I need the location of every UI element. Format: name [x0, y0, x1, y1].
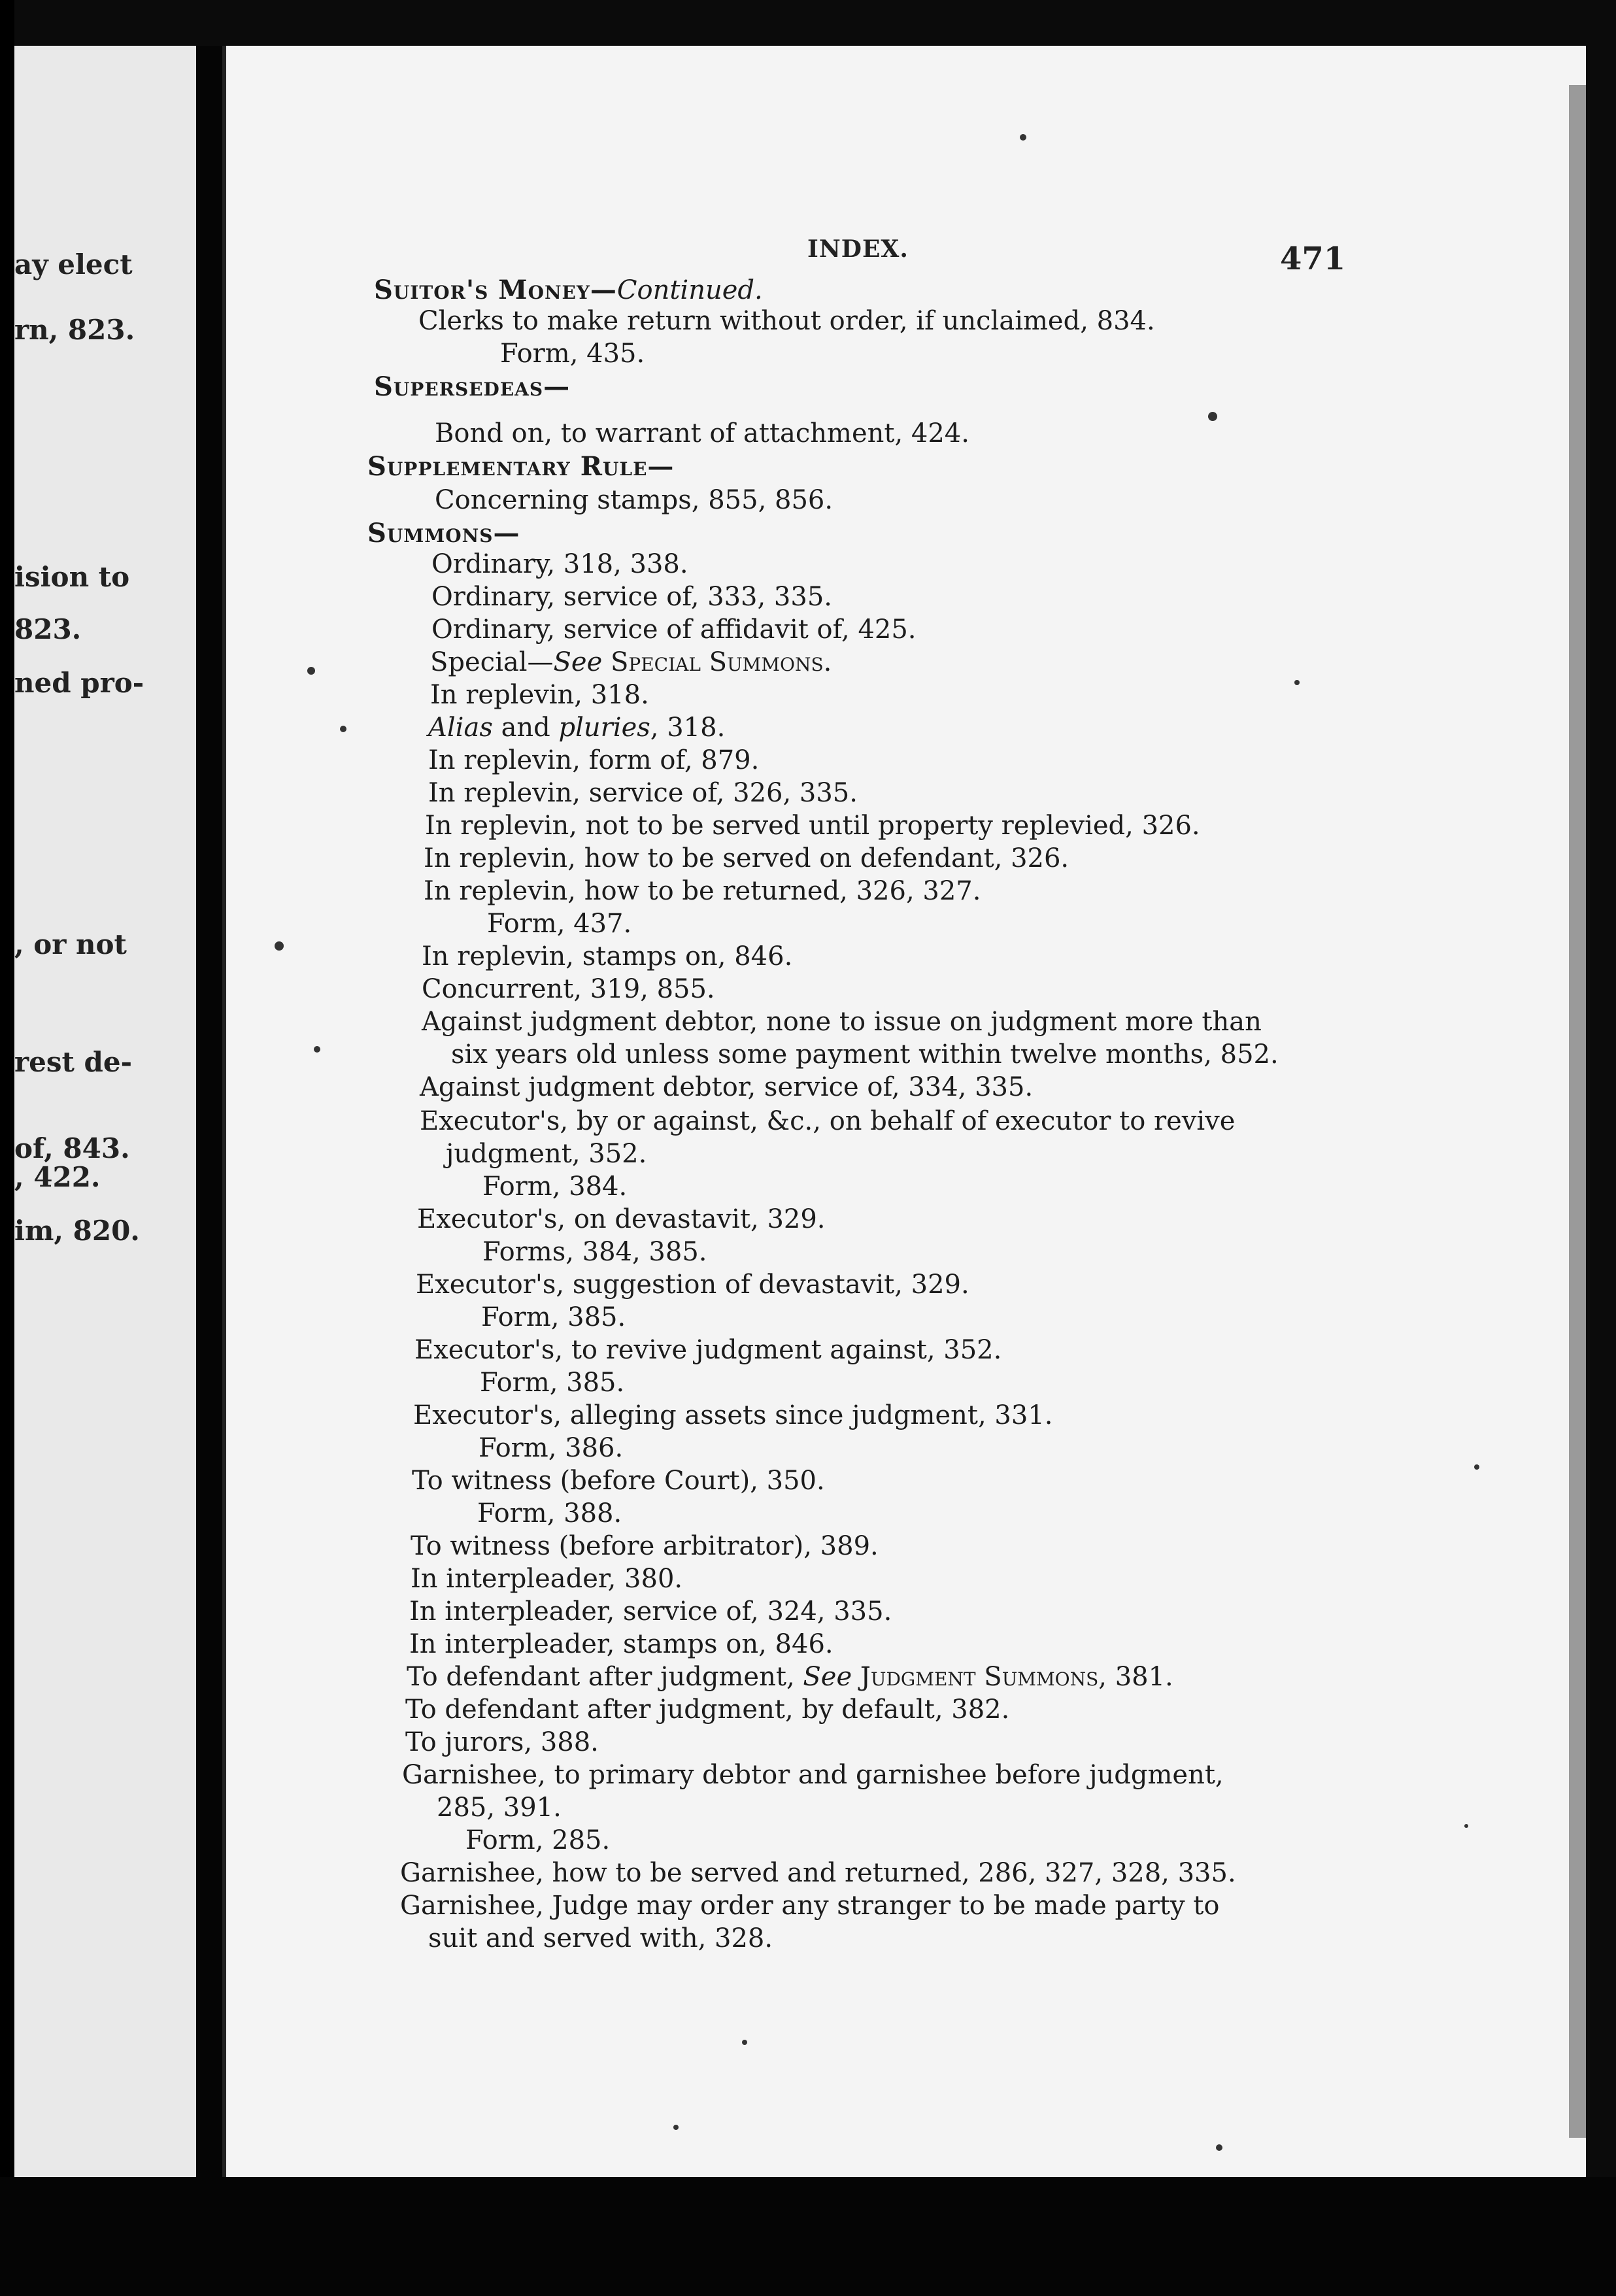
- index-text: Against judgment debtor, service of, 334, 335.: [420, 1072, 1034, 1102]
- index-line-clerks: [418, 306, 1155, 336]
- scan-speckle: [314, 1046, 320, 1053]
- index-line-replevin-form: [428, 745, 759, 775]
- index-line-form-435: [500, 339, 645, 369]
- left-page-fragment-line: rn, 823.: [14, 314, 135, 346]
- index-line-alias: [428, 713, 725, 743]
- index-text: Supersedeas—: [374, 371, 571, 402]
- index-line-stamps-855: [435, 485, 833, 515]
- index-line-executors-4: [414, 1335, 1002, 1365]
- index-text: Form, 435.: [500, 339, 645, 369]
- index-line-replevin-how-returned: [424, 876, 981, 906]
- index-line-suitors-money-head: [374, 275, 763, 305]
- index-text: Form, 384.: [482, 1172, 628, 1202]
- index-text: judgment, 352.: [446, 1139, 647, 1169]
- index-line-replevin-stamps: [422, 941, 792, 971]
- index-line-bond: [435, 418, 969, 448]
- index-text: Alias: [428, 713, 493, 743]
- index-line-form-437: [487, 909, 631, 939]
- index-text: Special Summons.: [602, 647, 832, 677]
- scan-speckle: [673, 2125, 679, 2130]
- left-page-fragment: [14, 46, 196, 2223]
- scan-speckle: [1464, 1824, 1468, 1828]
- index-text: Continued.: [616, 275, 763, 305]
- index-text: Form, 388.: [477, 1498, 622, 1528]
- index-text: Form, 385.: [481, 1302, 626, 1332]
- index-line-executors-2: [417, 1204, 826, 1234]
- index-line-ordinary-1: [431, 549, 688, 579]
- index-text: Concerning stamps, 855, 856.: [435, 485, 833, 515]
- page-right-edge: [1569, 85, 1586, 2138]
- index-line-against-1a: [422, 1007, 1262, 1037]
- left-page-fragment-line: im, 820.: [14, 1215, 140, 1247]
- index-text: and: [492, 713, 559, 743]
- index-line-replevin-1: [430, 680, 649, 710]
- index-line-witness-arb: [411, 1531, 879, 1561]
- scan-bottom-band: [0, 2177, 1616, 2296]
- index-text: six years old unless some payment within twelve months, 852.: [451, 1039, 1279, 1070]
- index-text: Executor's, on devastavit, 329.: [417, 1204, 826, 1234]
- scan-speckle: [1208, 412, 1217, 421]
- index-text: Ordinary, service of affidavit of, 425.: [431, 615, 917, 645]
- index-text: Bond on, to warrant of attachment, 424.: [435, 418, 969, 448]
- index-text: Garnishee, to primary debtor and garnishee before judgment,: [402, 1760, 1224, 1790]
- scan-speckle: [742, 2040, 747, 2045]
- index-line-supersedeas-head: [374, 371, 570, 402]
- index-text: To defendant after judgment,: [407, 1662, 803, 1692]
- index-line-defendant-2: [405, 1695, 1009, 1725]
- index-line-form-386: [479, 1433, 623, 1463]
- index-line-witness-court: [412, 1466, 825, 1496]
- left-page-fragment-line: ision to: [14, 561, 130, 593]
- scan-left-edge: [0, 0, 14, 2296]
- index-text: Garnishee, Judge may order any stranger to be made party to: [400, 1891, 1220, 1921]
- left-page-fragment-line: of, 843.: [14, 1132, 130, 1164]
- index-line-garnishee-1b: [437, 1793, 562, 1823]
- scan-speckle: [1474, 1464, 1479, 1470]
- index-text: Special—: [430, 647, 554, 677]
- index-text: In interpleader, stamps on, 846.: [409, 1629, 833, 1659]
- index-line-replevin-not: [425, 811, 1200, 841]
- index-text: Judgment Summons: [852, 1662, 1099, 1692]
- index-text: 285, 391.: [437, 1793, 562, 1823]
- index-line-jurors: [405, 1727, 599, 1757]
- index-text: Form, 437.: [487, 909, 632, 939]
- index-text: In replevin, how to be served on defendant, 326.: [424, 843, 1069, 873]
- left-page-fragment-line: rest de-: [14, 1046, 133, 1078]
- left-page-fragment-line: ned pro-: [14, 667, 144, 699]
- index-line-form-388: [477, 1498, 622, 1528]
- index-text: Form, 385.: [480, 1368, 625, 1398]
- index-text: Form, 386.: [479, 1433, 624, 1463]
- index-text: Executor's, to revive judgment against, 352.: [414, 1335, 1002, 1365]
- index-line-executors-3: [416, 1270, 969, 1300]
- index-line-concurrent: [422, 974, 715, 1004]
- index-text: Clerks to make return without order, if unclaimed, 834.: [418, 306, 1155, 336]
- index-text: Summons—: [367, 518, 520, 549]
- left-page-fragment-line: ay elect: [14, 248, 133, 280]
- index-text: In replevin, 318.: [430, 680, 649, 710]
- index-text: Executor's, alleging assets since judgment, 331.: [413, 1400, 1053, 1430]
- index-line-interpleader-stamps: [409, 1629, 833, 1659]
- index-text: In replevin, not to be served until property replevied, 326.: [425, 811, 1200, 841]
- index-text: Supplementary Rule—: [367, 451, 675, 482]
- index-text: , 318.: [650, 713, 726, 743]
- index-line-ordinary-3: [431, 615, 917, 645]
- index-line-ordinary-2: [431, 582, 832, 612]
- scan-speckle: [1020, 134, 1026, 141]
- index-line-supp-rule-head: [367, 451, 674, 482]
- index-text: In replevin, how to be returned, 326, 327.: [424, 876, 981, 906]
- index-line-replevin-how-served: [424, 843, 1069, 873]
- index-line-interpleader: [411, 1564, 682, 1594]
- index-line-replevin-service: [428, 778, 858, 808]
- index-line-form-285: [465, 1825, 610, 1855]
- index-text: In interpleader, service of, 324, 335.: [409, 1596, 892, 1627]
- index-line-garnishee-1a: [402, 1760, 1224, 1790]
- index-text: Suitor's Money—: [374, 275, 617, 305]
- index-line-against-2: [420, 1072, 1033, 1102]
- index-text: Executor's, suggestion of devastavit, 329.: [416, 1270, 969, 1300]
- left-page-fragment-line: 823.: [14, 613, 82, 645]
- index-line-form-385b: [480, 1368, 624, 1398]
- index-text: To defendant after judgment, by default, 382.: [405, 1695, 1010, 1725]
- index-text: , 381.: [1098, 1662, 1173, 1692]
- index-text: In replevin, form of, 879.: [428, 745, 760, 775]
- index-line-against-1b: [451, 1039, 1279, 1070]
- index-text: Executor's, by or against, &c., on behalf of executor to revive: [420, 1106, 1236, 1136]
- left-page-fragment-line: , or not: [14, 928, 127, 960]
- index-text: suit and served with, 328.: [428, 1923, 773, 1953]
- index-text: Garnishee, how to be served and returned, 286, 327, 328, 335.: [400, 1858, 1236, 1888]
- scan-speckle: [340, 726, 346, 732]
- index-text: See: [553, 647, 603, 677]
- index-text: To witness (before Court), 350.: [412, 1466, 825, 1496]
- scan-speckle: [1294, 680, 1300, 685]
- index-line-garnishee-3b: [428, 1923, 773, 1953]
- index-text: Form, 285.: [465, 1825, 611, 1855]
- index-text: To witness (before arbitrator), 389.: [411, 1531, 879, 1561]
- index-line-defendant-1: [407, 1662, 1173, 1692]
- index-text: See: [803, 1662, 852, 1692]
- left-page-fragment-line: , 422.: [14, 1161, 101, 1193]
- index-text: Ordinary, service of, 333, 335.: [431, 582, 832, 612]
- index-line-executors-5: [413, 1400, 1052, 1430]
- index-line-forms-384-385: [482, 1237, 707, 1267]
- index-text: Concurrent, 319, 855.: [422, 974, 715, 1004]
- index-line-garnishee-3a: [400, 1891, 1219, 1921]
- index-line-summons-head: [367, 518, 520, 549]
- index-line-form-385a: [481, 1302, 626, 1332]
- index-text: pluries: [558, 713, 650, 743]
- index-line-executors-1a: [420, 1106, 1235, 1136]
- scan-speckle: [307, 667, 315, 675]
- scan-speckle: [1216, 2144, 1222, 2151]
- index-text: In replevin, stamps on, 846.: [422, 941, 793, 971]
- index-text: Ordinary, 318, 338.: [431, 549, 688, 579]
- index-line-garnishee-2: [400, 1858, 1236, 1888]
- running-head: INDEX.: [807, 235, 909, 263]
- index-text: In replevin, service of, 326, 335.: [428, 778, 858, 808]
- index-line-special: [430, 647, 832, 677]
- index-text: Against judgment debtor, none to issue on judgment more than: [422, 1007, 1262, 1037]
- index-text: In interpleader, 380.: [411, 1564, 683, 1594]
- index-line-interpleader-service: [409, 1596, 892, 1627]
- scan-speckle: [275, 941, 284, 951]
- index-text: Forms, 384, 385.: [482, 1237, 707, 1267]
- index-line-executors-1b: [446, 1139, 647, 1169]
- index-text: To jurors, 388.: [405, 1727, 599, 1757]
- index-line-form-384: [482, 1172, 627, 1202]
- page-number: 471: [1280, 241, 1346, 277]
